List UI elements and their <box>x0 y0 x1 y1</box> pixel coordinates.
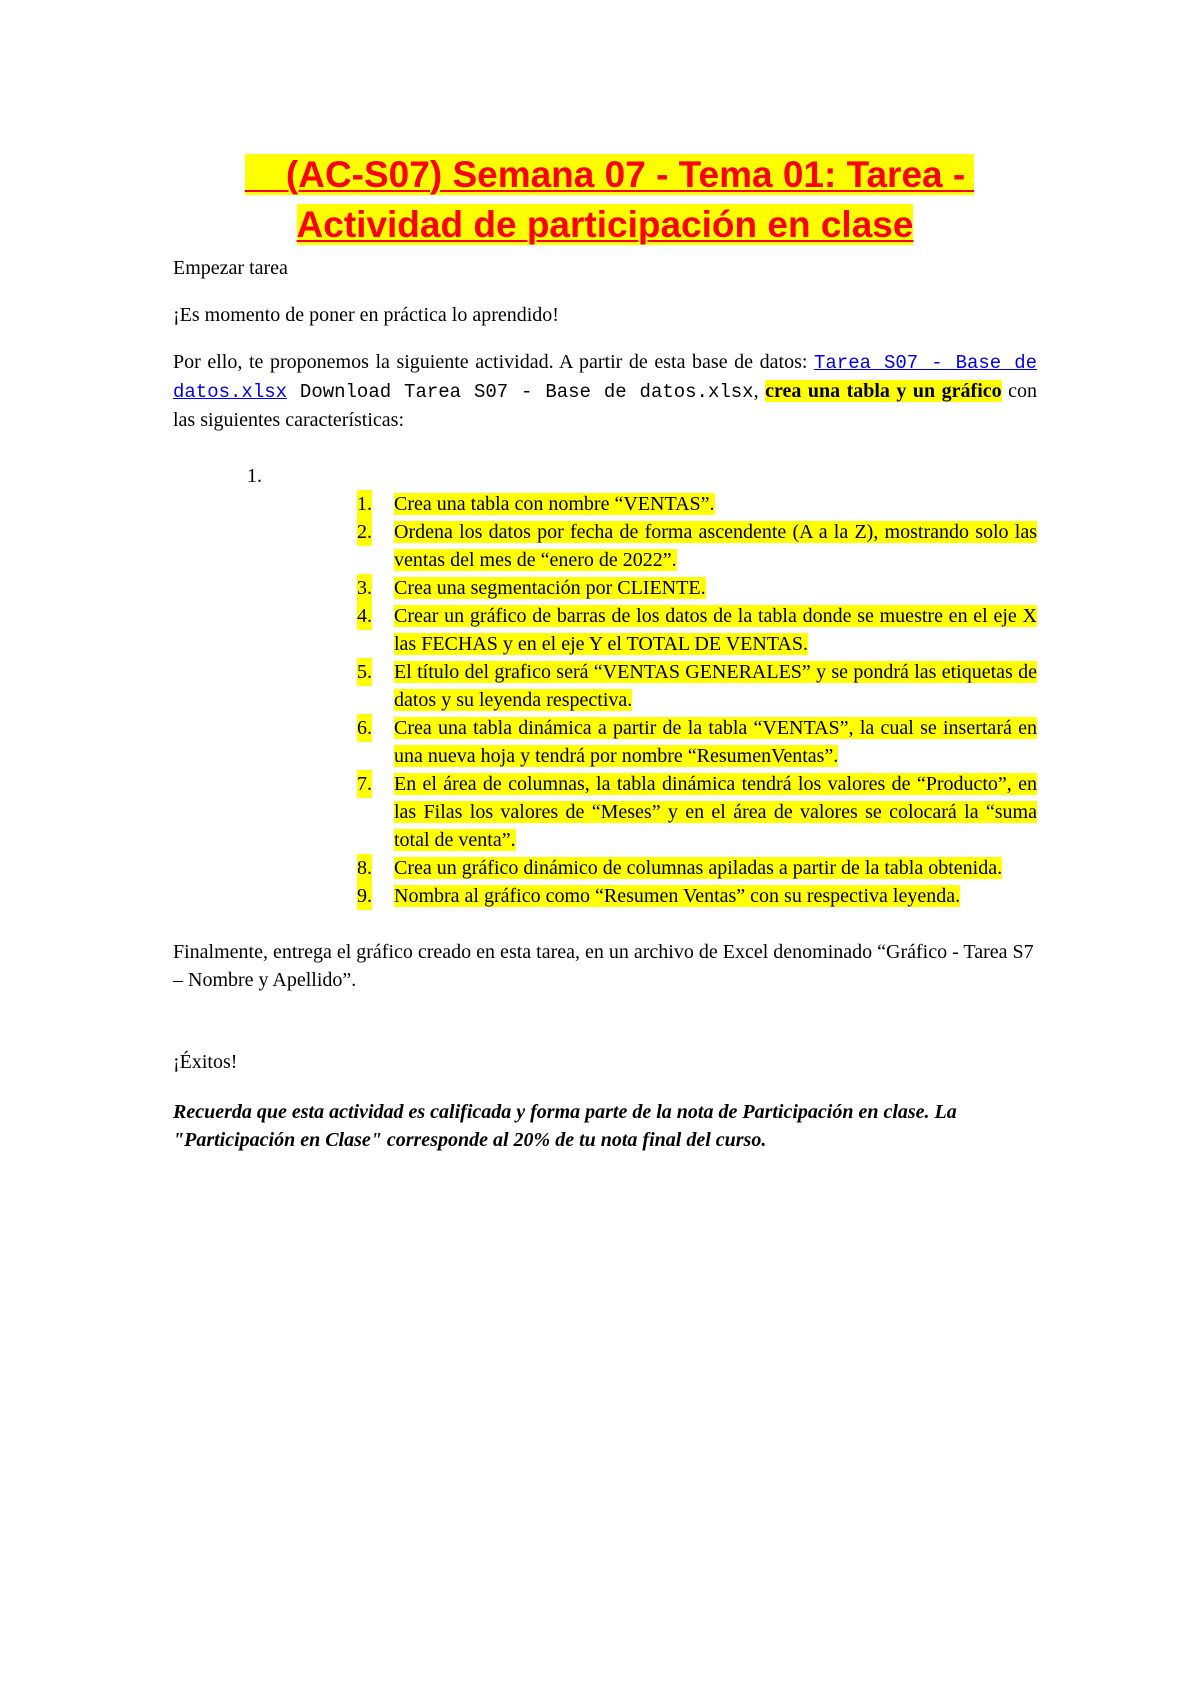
intro-before-text: Por ello, te proponemos la siguiente actividad. A partir de esta base de datos: <box>173 351 814 373</box>
outer-list-number: 1. <box>247 465 262 487</box>
list-item-text: Crea un gráfico dinámico de columnas apiladas a partir de la tabla obtenida. <box>394 857 1003 879</box>
list-item-text: El título del grafico será “VENTAS GENERALES” y se pondrá las etiquetas de datos y su leyenda respectiva. <box>394 661 1037 711</box>
list-item <box>357 574 1037 602</box>
intro-comma: , <box>753 380 766 402</box>
intro-paragraph <box>173 348 1037 434</box>
list-item-number: 2. <box>357 518 372 546</box>
page-title <box>173 150 1037 250</box>
start-task-text: Empezar tarea <box>173 257 288 279</box>
list-item-text: Crea una tabla dinámica a partir de la tabla “VENTAS”, la cual se insertará en una nueva hoja y tendrá por nombre “ResumenVentas”. <box>394 717 1037 767</box>
list-item-number: 7. <box>357 770 372 798</box>
database-link[interactable]: Tarea S07 - Base de datos.xlsx <box>173 352 1037 403</box>
document-page <box>173 150 1037 1154</box>
grading-note: Recuerda que esta actividad es calificada y forma parte de la nota de Participación en clase. La "Participación en Clase" corresponde al 20% de tu nota final del curso. <box>173 1101 957 1151</box>
list-item-number: 3. <box>357 574 372 602</box>
success-text: ¡Éxitos! <box>173 1051 238 1073</box>
intro-highlight: crea una tabla y un gráfico <box>765 380 1002 402</box>
list-item-text: En el área de columnas, la tabla dinámica tendrá los valores de “Producto”, en las Filas los valores de “Meses” y en el área de valores se colocará la “suma total de venta”. <box>394 773 1037 851</box>
list-item <box>357 602 1037 658</box>
list-item-number: 9. <box>357 882 372 910</box>
final-paragraph: Finalmente, entrega el gráfico creado en esta tarea, en un archivo de Excel denominado “Gráfico - Tarea S7 – Nombre y Apellido”. <box>173 941 1034 991</box>
list-item-text: Nombra al gráfico como “Resumen Ventas” con su respectiva leyenda. <box>394 885 961 907</box>
list-item <box>357 854 1037 882</box>
list-item-text: Ordena los datos por fecha de forma ascendente (A a la Z), mostrando solo las ventas del mes de “enero de 2022”. <box>394 521 1037 571</box>
list-item-number: 4. <box>357 602 372 630</box>
moment-text: ¡Es momento de poner en práctica lo aprendido! <box>173 304 559 326</box>
list-item <box>357 882 1037 910</box>
title-text: (AC-S07) Semana 07 - Tema 01: Tarea - Actividad de participación en clase <box>244 154 975 245</box>
list-item-text: Crea una segmentación por CLIENTE. <box>394 577 706 599</box>
list-item-number: 5. <box>357 658 372 686</box>
list-item-text: Crear un gráfico de barras de los datos de la tabla donde se muestre en el eje X las FECHAS y en el eje Y el TOTAL DE VENTAS. <box>394 605 1037 655</box>
list-item-number: 8. <box>357 854 372 882</box>
list-item-number: 6. <box>357 714 372 742</box>
list-item <box>357 714 1037 770</box>
list-item <box>357 518 1037 574</box>
download-link-text[interactable]: Download Tarea S07 - Base de datos.xlsx <box>287 381 754 403</box>
list-item <box>357 490 1037 518</box>
instruction-list <box>357 490 1037 910</box>
intro-after-text: con las siguientes características: <box>173 380 1037 431</box>
list-item-number: 1. <box>357 490 372 518</box>
list-item <box>357 658 1037 714</box>
outer-list <box>173 462 1037 490</box>
list-item <box>357 770 1037 854</box>
list-item-text: Crea una tabla con nombre “VENTAS”. <box>394 493 715 515</box>
